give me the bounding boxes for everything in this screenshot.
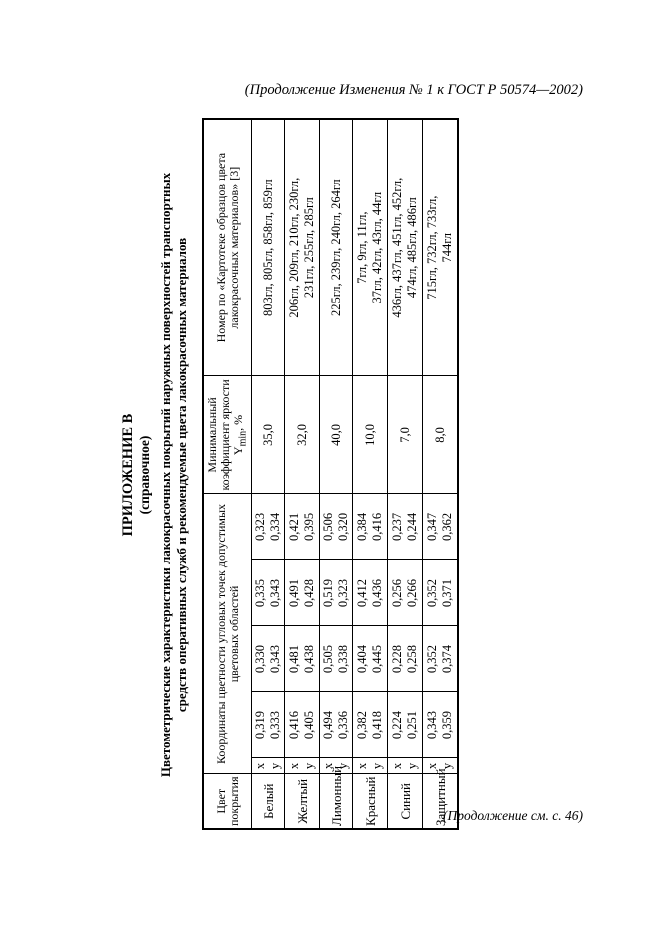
brightness-cell: 32,0 [285, 376, 320, 494]
header-brightness-main: Минимальный коэффициент яркости Y [205, 379, 245, 491]
coordinate-point-cell [252, 626, 285, 692]
axis-y-label: y [268, 762, 283, 770]
caption-line-1: Цветометрические характеристики лакокрасочных покрытий наружных поверхностей транспортных [158, 172, 173, 778]
coordinate-y-value: 0,371 [440, 578, 455, 608]
coordinate-point-cell [285, 560, 320, 626]
coordinate-point-cell [285, 626, 320, 692]
catalog-cell [353, 119, 388, 376]
table-row [423, 119, 459, 829]
coordinate-point-cell [353, 560, 388, 626]
coordinate-point-cell [388, 494, 423, 560]
coordinate-x-value: 0,343 [425, 710, 440, 740]
coordinate-x-value: 0,319 [253, 710, 268, 740]
brightness-cell: 40,0 [320, 376, 353, 494]
catalog-line: 37гл, 42гл, 43гл, 44гл [370, 191, 385, 304]
table-row [252, 119, 285, 829]
coordinate-y-value: 0,334 [268, 512, 283, 542]
appendix-subtitle: (справочное) [137, 435, 152, 515]
coordinate-y-value: 0,251 [405, 710, 420, 740]
color-name-cell: Защитный [423, 774, 459, 829]
coordinate-point-cell [423, 494, 459, 560]
coordinate-y-value: 0,428 [302, 578, 317, 608]
coordinate-x-value: 0,352 [425, 578, 440, 608]
coordinate-point-cell [423, 560, 459, 626]
colorimetric-table [202, 118, 459, 830]
coordinate-x-value: 0,506 [321, 512, 336, 542]
coordinate-y-value: 0,418 [370, 710, 385, 740]
coordinate-point-cell [353, 494, 388, 560]
coordinate-y-value: 0,416 [370, 512, 385, 542]
coordinate-x-value: 0,352 [425, 644, 440, 674]
coordinate-y-value: 0,266 [405, 578, 420, 608]
catalog-cell [285, 119, 320, 376]
coordinate-x-value: 0,228 [390, 644, 405, 674]
rotated-appendix-block [120, 120, 580, 830]
header-brightness [203, 376, 252, 494]
coordinate-x-value: 0,330 [253, 644, 268, 674]
header-brightness-sub: min [237, 430, 249, 447]
catalog-line: 206гл, 209гл, 210гл, 230гл, [287, 177, 302, 318]
coordinate-x-value: 0,347 [425, 512, 440, 542]
catalog-line: 744гл [440, 232, 455, 263]
coordinate-point-cell [388, 626, 423, 692]
color-name-cell: Белый [252, 774, 285, 829]
coordinate-point-cell [285, 494, 320, 560]
coordinate-y-value: 0,338 [336, 644, 351, 674]
coordinate-y-value: 0,445 [370, 644, 385, 674]
catalog-line: 474гл, 485гл, 486гл [405, 197, 420, 299]
coordinate-point-cell [353, 626, 388, 692]
header-coordinates: Координаты цветности угловых точек допустимых цветовых областей [203, 494, 252, 774]
coordinate-y-value: 0,343 [268, 578, 283, 608]
coordinate-y-value: 0,320 [336, 512, 351, 542]
axis-x-label: x [253, 762, 268, 770]
coordinate-y-value: 0,359 [440, 710, 455, 740]
brightness-cell: 10,0 [353, 376, 388, 494]
axis-y-label: y [440, 762, 455, 770]
coordinate-x-value: 0,412 [355, 578, 370, 608]
coordinate-y-value: 0,336 [336, 710, 351, 740]
brightness-cell: 8,0 [423, 376, 459, 494]
coordinate-x-value: 0,421 [287, 512, 302, 542]
coordinate-y-value: 0,343 [268, 644, 283, 674]
axis-labels-cell [353, 758, 388, 774]
coordinate-x-value: 0,224 [390, 710, 405, 740]
axis-labels-cell [388, 758, 423, 774]
axis-y-label: y [405, 762, 420, 770]
coordinate-x-value: 0,491 [287, 578, 302, 608]
axis-labels-cell [252, 758, 285, 774]
coordinate-point-cell [320, 494, 353, 560]
coordinate-x-value: 0,237 [390, 512, 405, 542]
catalog-cell [252, 119, 285, 376]
coordinate-point-cell [388, 692, 423, 758]
coordinate-point-cell [423, 626, 459, 692]
coordinate-x-value: 0,505 [321, 644, 336, 674]
axis-x-label: x [355, 762, 370, 770]
catalog-line: 803гл, 805гл, 858гл, 859гл [260, 179, 275, 317]
coordinate-point-cell [320, 692, 353, 758]
coordinate-y-value: 0,333 [268, 710, 283, 740]
table-row [285, 119, 320, 829]
header-brightness-unit: , % [231, 414, 245, 431]
catalog-line: 231гл, 255гл, 285гл [302, 197, 317, 299]
axis-x-label: x [390, 762, 405, 770]
coordinate-x-value: 0,494 [321, 710, 336, 740]
appendix-title: ПРИЛОЖЕНИЕ В [120, 413, 136, 537]
catalog-cell [388, 119, 423, 376]
table-body [252, 119, 459, 829]
coordinate-point-cell [388, 560, 423, 626]
coordinate-x-value: 0,323 [253, 512, 268, 542]
coordinate-y-value: 0,244 [405, 512, 420, 542]
coordinate-x-value: 0,384 [355, 512, 370, 542]
coordinate-x-value: 0,256 [390, 578, 405, 608]
coordinate-point-cell [252, 494, 285, 560]
axis-y-label: y [336, 762, 351, 770]
color-name-cell: Красный [353, 774, 388, 829]
coordinate-point-cell [353, 692, 388, 758]
axis-x-label: x [425, 762, 440, 770]
coordinate-y-value: 0,374 [440, 644, 455, 674]
catalog-cell [423, 119, 459, 376]
coordinate-y-value: 0,258 [405, 644, 420, 674]
header-color: Цвет покрытия [203, 774, 252, 829]
brightness-cell: 35,0 [252, 376, 285, 494]
brightness-cell: 7,0 [388, 376, 423, 494]
catalog-line: 715гл, 732гл, 733гл, [425, 195, 440, 300]
coordinate-point-cell [320, 560, 353, 626]
coordinate-x-value: 0,481 [287, 644, 302, 674]
coordinate-y-value: 0,438 [302, 644, 317, 674]
catalog-line: 225гл, 239гл, 240гл, 264гл [328, 179, 343, 317]
axis-x-label: x [321, 762, 336, 770]
coordinate-point-cell [252, 560, 285, 626]
coordinate-point-cell [285, 692, 320, 758]
header-catalog: Номер по «Картотеке образцов цвета лакокрасочных материалов» [3] [203, 119, 252, 376]
axis-x-label: x [287, 762, 302, 770]
table-row [320, 119, 353, 829]
header-continuation-note: (Продолжение Изменения № 1 к ГОСТ Р 50574—2002) [244, 82, 583, 98]
coordinate-y-value: 0,395 [302, 512, 317, 542]
coordinate-x-value: 0,519 [321, 578, 336, 608]
coordinate-point-cell [423, 692, 459, 758]
table-row [388, 119, 423, 829]
axis-y-label: y [302, 762, 317, 770]
table-caption [158, 120, 190, 830]
coordinate-y-value: 0,405 [302, 710, 317, 740]
catalog-line: 7гл, 9гл, 11гл, [355, 211, 370, 284]
coordinate-y-value: 0,323 [336, 578, 351, 608]
catalog-line: 436гл, 437гл, 451гл, 452гл, [390, 177, 405, 318]
catalog-cell [320, 119, 353, 376]
color-name-cell: Лимонный [320, 774, 353, 829]
coordinate-x-value: 0,416 [287, 710, 302, 740]
coordinate-point-cell [320, 626, 353, 692]
color-name-cell: Желтый [285, 774, 320, 829]
coordinate-x-value: 0,382 [355, 710, 370, 740]
footer-continuation-note: (Продолжение см. с. 46) [443, 808, 583, 823]
caption-line-2: средств оперативных служб и рекомендуемые цвета лакокрасочных материалов [174, 237, 189, 713]
coordinate-y-value: 0,436 [370, 578, 385, 608]
axis-labels-cell [285, 758, 320, 774]
coordinate-y-value: 0,362 [440, 512, 455, 542]
axis-y-label: y [370, 762, 385, 770]
coordinate-x-value: 0,404 [355, 644, 370, 674]
coordinate-x-value: 0,335 [253, 578, 268, 608]
coordinate-point-cell [252, 692, 285, 758]
table-row [353, 119, 388, 829]
color-name-cell: Синий [388, 774, 423, 829]
